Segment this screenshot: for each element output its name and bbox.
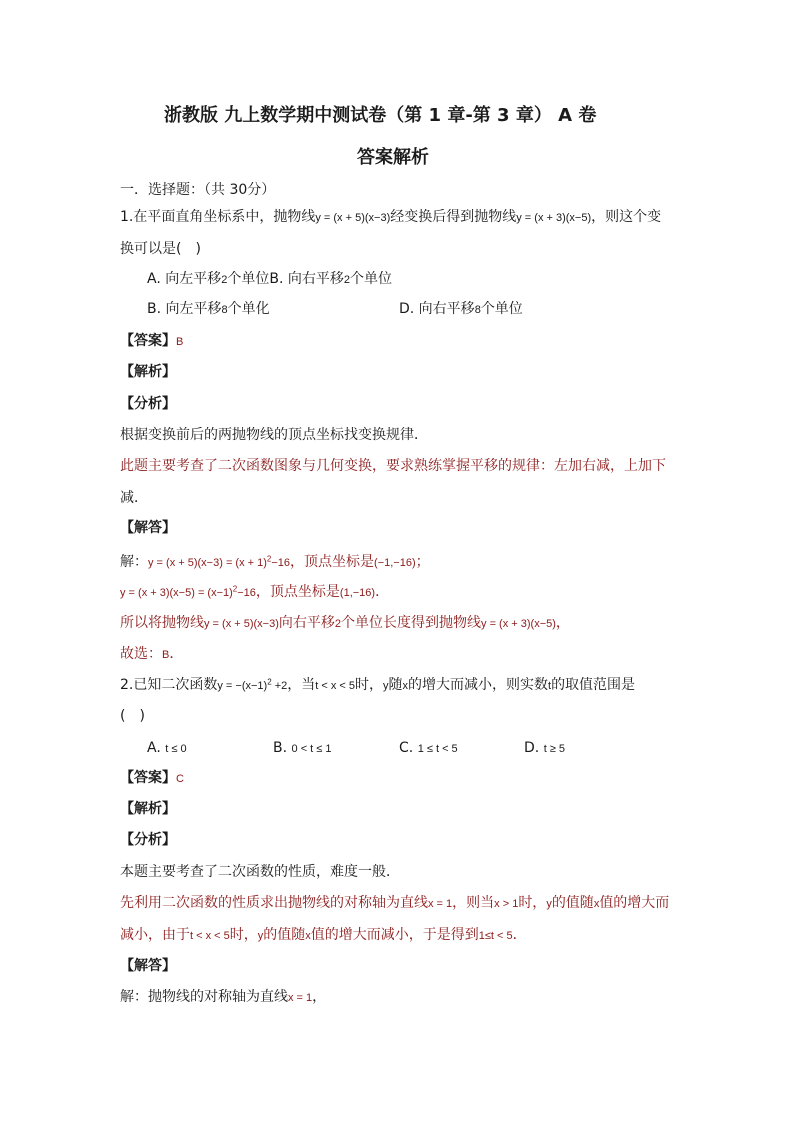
q1-fenxi-line3: 减． (120, 490, 148, 506)
q1-jiexi-heading: 【解析】 (120, 364, 176, 380)
q1-solution-line1: 解：$y = (x + 5)(x-3) = (x + 1)^2-16$，顶点坐标是(−1,−16)； (120, 554, 430, 570)
q1-fenxi-line1: 根据变换前后的两抛物线的顶点坐标找变换规律． (120, 427, 428, 443)
q2-fenxi-heading: 【分析】 (120, 832, 176, 848)
q1-option-b: B. 向右平移2个单位 (269, 271, 392, 287)
q1-option-d: D. 向右平移8个单位 (399, 301, 523, 317)
q1-eq1: y = (x + 5)(x−3) (315, 212, 391, 224)
q1-solution-line4: 故选：B． (120, 646, 184, 662)
q1-fenxi-line2: 此题主要考查了二次函数图象与几何变换，要求熟练掌握平移的规律：左加右减，上加下 (120, 458, 666, 474)
q1-answer-value: B (176, 336, 184, 348)
q1-option-c: B. 向左平移8个单化 (147, 301, 270, 317)
q1-stem-a: 1.在平面直角坐标系中，抛物线 (120, 209, 316, 225)
q2-stem-line1: 2.已知二次函数$y = -(x-1)^2 +2$，当t < x < 5时，y随x的增大而减小，则实数t的取值范围是 (120, 677, 636, 693)
q1-answer-label: 【答案】 (120, 333, 176, 349)
q2-answer-label: 【答案】 (120, 770, 176, 786)
q2-fenxi-line3: 减小，由于t < x < 5时，y的值随x值的增大而减小，于是得到1≤t < 5． (120, 927, 527, 943)
q2-solution-line1: 解：抛物线的对称轴为直线x = 1， (120, 989, 327, 1005)
q1-stem-line1 (120, 207, 661, 228)
q2-answer-value: C (176, 773, 184, 785)
q1-options-row1 (147, 269, 392, 290)
q2-fenxi-line2: 先利用二次函数的性质求出抛物线的对称轴为直线x = 1，则当x > 1时，y的值随x值的增大而 (120, 895, 670, 911)
q2-option-b: B. 0 < t ≤ 1 (273, 740, 332, 756)
q1-eq2: y = (x + 3)(x−5) (516, 212, 592, 224)
q1-fenxi-heading: 【分析】 (120, 396, 176, 412)
q2-option-c: C. 1 ≤ t < 5 (399, 740, 458, 756)
q1-stem-b: 经变换后得到抛物线 (390, 209, 517, 225)
section-heading: 一．选择题：（共 30分） (120, 182, 276, 198)
q1-stem-line2: 换可以是( ) (120, 241, 201, 257)
q1-option-a: A. 向左平移2个单位 (147, 271, 270, 287)
q1-solution-line2: $y = (x + 3)(x-5) = (x-1)^2-16$，顶点坐标是(1,−16)． (120, 584, 390, 600)
q2-option-d: D. t ≥ 5 (524, 740, 566, 756)
page-title: 浙教版 九上数学期中测试卷（第 1 章-第 3 章） A 卷 (164, 105, 597, 126)
q1-solution-line3: 所以将抛物线y = (x + 5)(x−3)向右平移2个单位长度得到抛物线y = (x + 3)(x−5)， (120, 615, 570, 631)
q2-option-a: A. t ≤ 0 (147, 740, 187, 756)
q2-jieda-heading: 【解答】 (120, 958, 176, 974)
q1-answer (120, 331, 183, 352)
q1-jieda-heading: 【解答】 (120, 520, 176, 536)
page-subtitle: 答案解析 (357, 147, 429, 168)
q2-answer (120, 768, 184, 789)
q2-stem-line2: ( ) (120, 708, 145, 724)
q2-fenxi-line1: 本题主要考查了二次函数的性质，难度一般． (120, 864, 400, 880)
q1-stem-c: ，则这个变 (591, 209, 662, 225)
q2-jiexi-heading: 【解析】 (120, 801, 176, 817)
